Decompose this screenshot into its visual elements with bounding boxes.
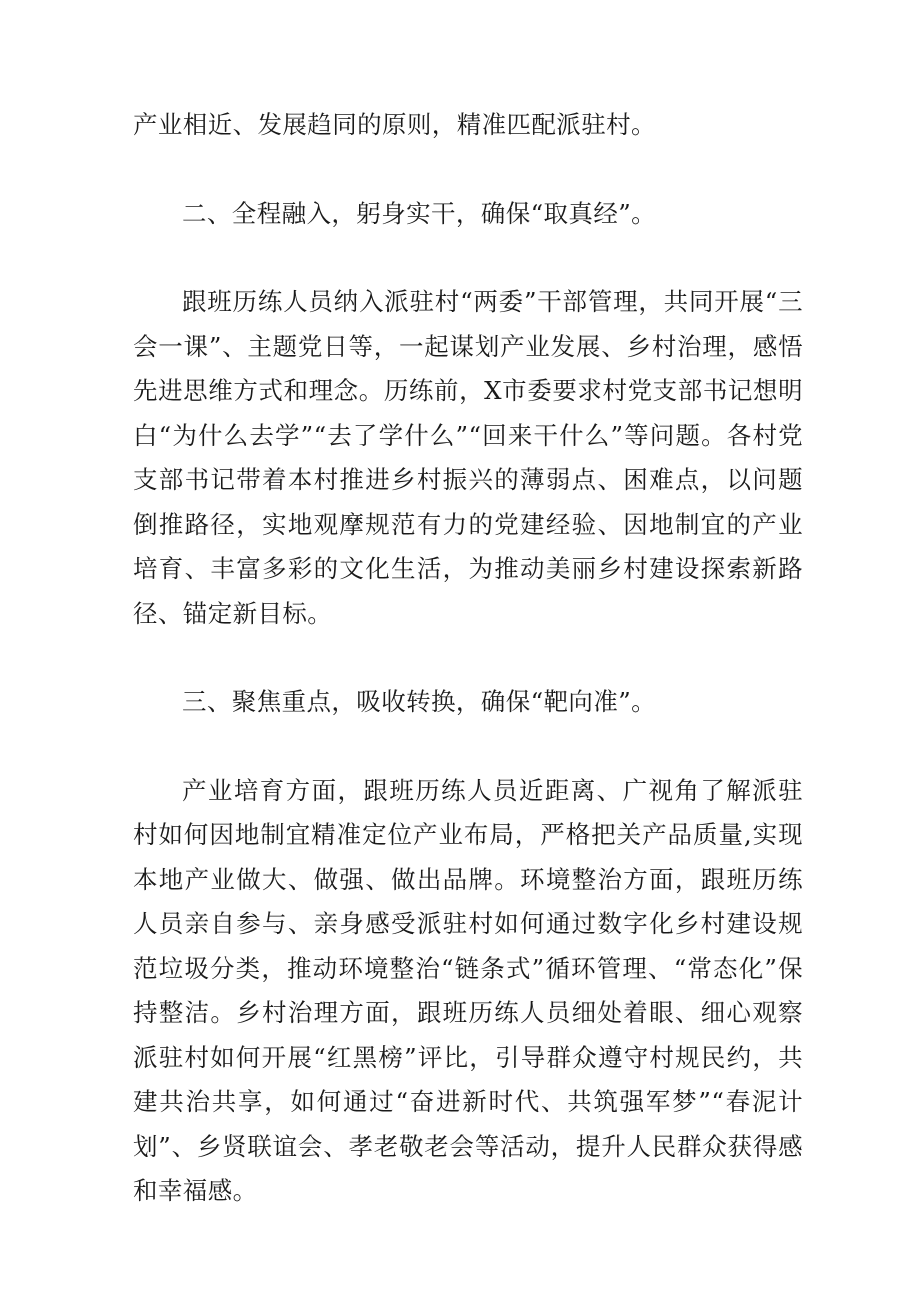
section-heading-2: 二、全程融入，躬身实干，确保“取真经”。 [182, 198, 657, 228]
paragraph-spacer [133, 725, 803, 769]
section-heading-3: 三、聚焦重点，吸收转换，确保“靶向准”。 [182, 687, 657, 716]
document-body [133, 103, 803, 1214]
paragraph-spacer [133, 236, 803, 280]
paragraph-spacer [133, 636, 803, 680]
paragraph-continuation: 产业相近、发展趋同的原则，精准匹配派驻村。 [133, 110, 656, 139]
paragraph-section-3: 产业培育方面，跟班历练人员近距离、广视角了解派驻村如何因地制宜精准定位产业布局，严格把关产品质量,实现本地产业做大、做强、做出品牌。环境整治方面，跟班历练人员亲自参与、亲身感受派驻村如何通过数字化乡村建设规范垃圾分类，推动环境整治“链条式”循环管理、“常态化”保持整洁。乡村治理方面，跟班历练人员细处着眼、细心观察派驻村如何开展“红黑榜”评比，引导群众遵守村规民约，共建共治共享，如何通过“奋进新时代、共筑强军梦”“春泥计划”、乡贤联谊会、孝老敬老会等活动，提升人民群众获得感和幸福感。 [133, 775, 803, 1205]
paragraph-spacer [133, 148, 803, 192]
paragraph-section-2: 跟班历练人员纳入派驻村“两委”干部管理，共同开展“三会一课”、主题党日等，一起谋划产业发展、乡村治理，感悟先进思维方式和理念。历练前，X市委要求村党支部书记想明白“为什么去学”“去了学什么”“回来干什么”等问题。各村党支部书记带着本村推进乡村振兴的薄弱点、困难点，以问题倒推路径，实地观摩规范有力的党建经验、因地制宜的产业培育、丰富多彩的文化生活，为推动美丽乡村建设探索新路径、锚定新目标。 [133, 287, 803, 628]
